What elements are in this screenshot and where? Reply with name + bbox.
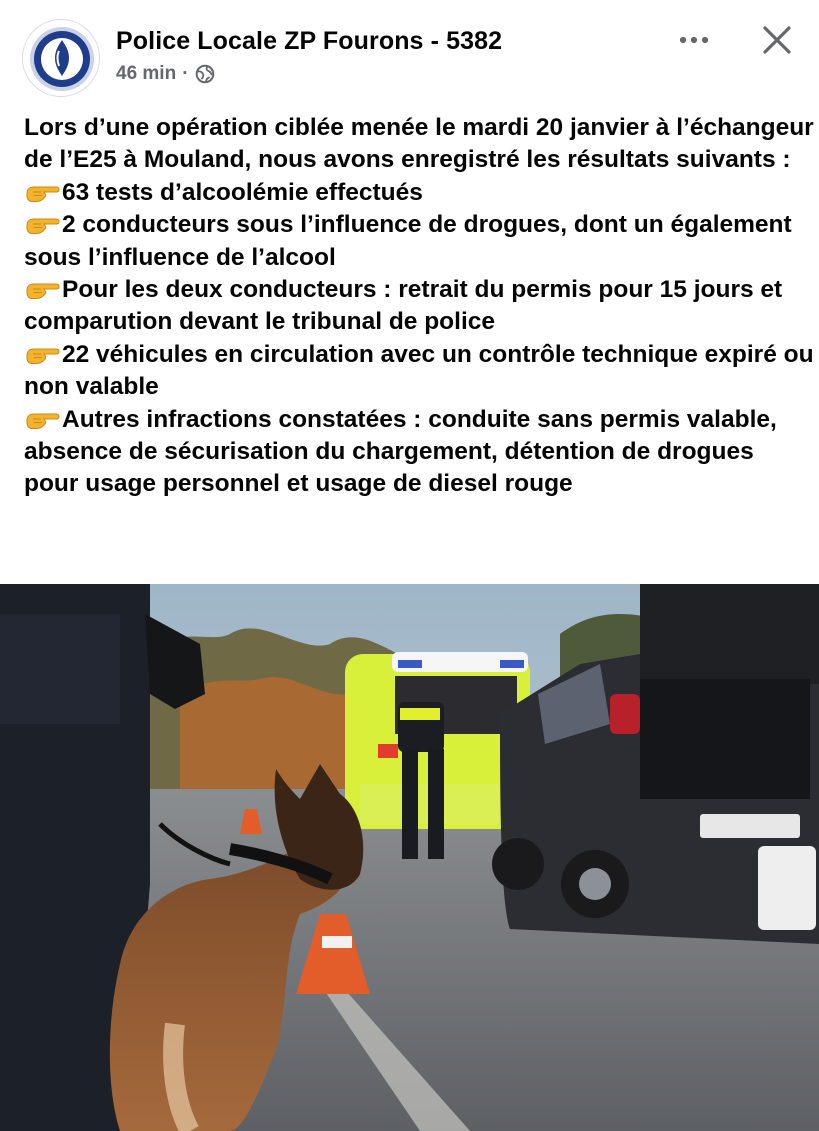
bullet-text: 2 conducteurs sous l’influence de drogues, dont un également sous l’influence de l’alcool: [24, 211, 792, 271]
pointing-hand-icon: [24, 212, 60, 234]
bullet-text: 63 tests d’alcoolémie effectués: [62, 178, 423, 206]
globe-icon[interactable]: [195, 64, 215, 84]
pointing-hand-icon: [24, 180, 60, 202]
close-icon: [761, 24, 793, 56]
close-button[interactable]: [755, 18, 799, 62]
post-photo[interactable]: [0, 584, 819, 1131]
meta-separator: ·: [182, 63, 189, 84]
bullet-item: [24, 274, 814, 339]
post-intro: Lors d’une opération ciblée menée le mardi 20 janvier à l’échangeur de l’E25 à Mouland, nous avons enregistré les résultats suivants :: [24, 114, 814, 174]
pointing-hand-icon: [24, 407, 60, 429]
bullet-text: Autres infractions constatées : conduite sans permis valable, absence de sécurisation du chargement, détention de drogues pour usage personnel et usage de diesel rouge: [24, 405, 777, 498]
more-icon: [676, 35, 712, 45]
page-name[interactable]: Police Locale ZP Fourons - 5382: [116, 27, 503, 55]
police-logo-icon: [23, 20, 100, 97]
more-options-button[interactable]: [672, 26, 716, 54]
pointing-hand-icon: [24, 277, 60, 299]
post-time[interactable]: 46 min: [116, 63, 177, 84]
bullet-item: [24, 339, 814, 404]
bullet-item: [24, 177, 814, 209]
post-text: [24, 112, 814, 501]
bullet-item: [24, 209, 814, 274]
bullet-text: 22 véhicules en circulation avec un contrôle technique expiré ou non valable: [24, 340, 814, 401]
bullet-text: Pour les deux conducteurs : retrait du permis pour 15 jours et comparution devant le tribunal de police: [24, 276, 783, 336]
police-checkpoint-photo: [0, 584, 819, 1131]
page-avatar[interactable]: [22, 19, 100, 97]
post-header: [0, 0, 819, 100]
bullet-item: [24, 404, 814, 501]
pointing-hand-icon: [24, 342, 60, 364]
post-meta: [116, 63, 215, 85]
